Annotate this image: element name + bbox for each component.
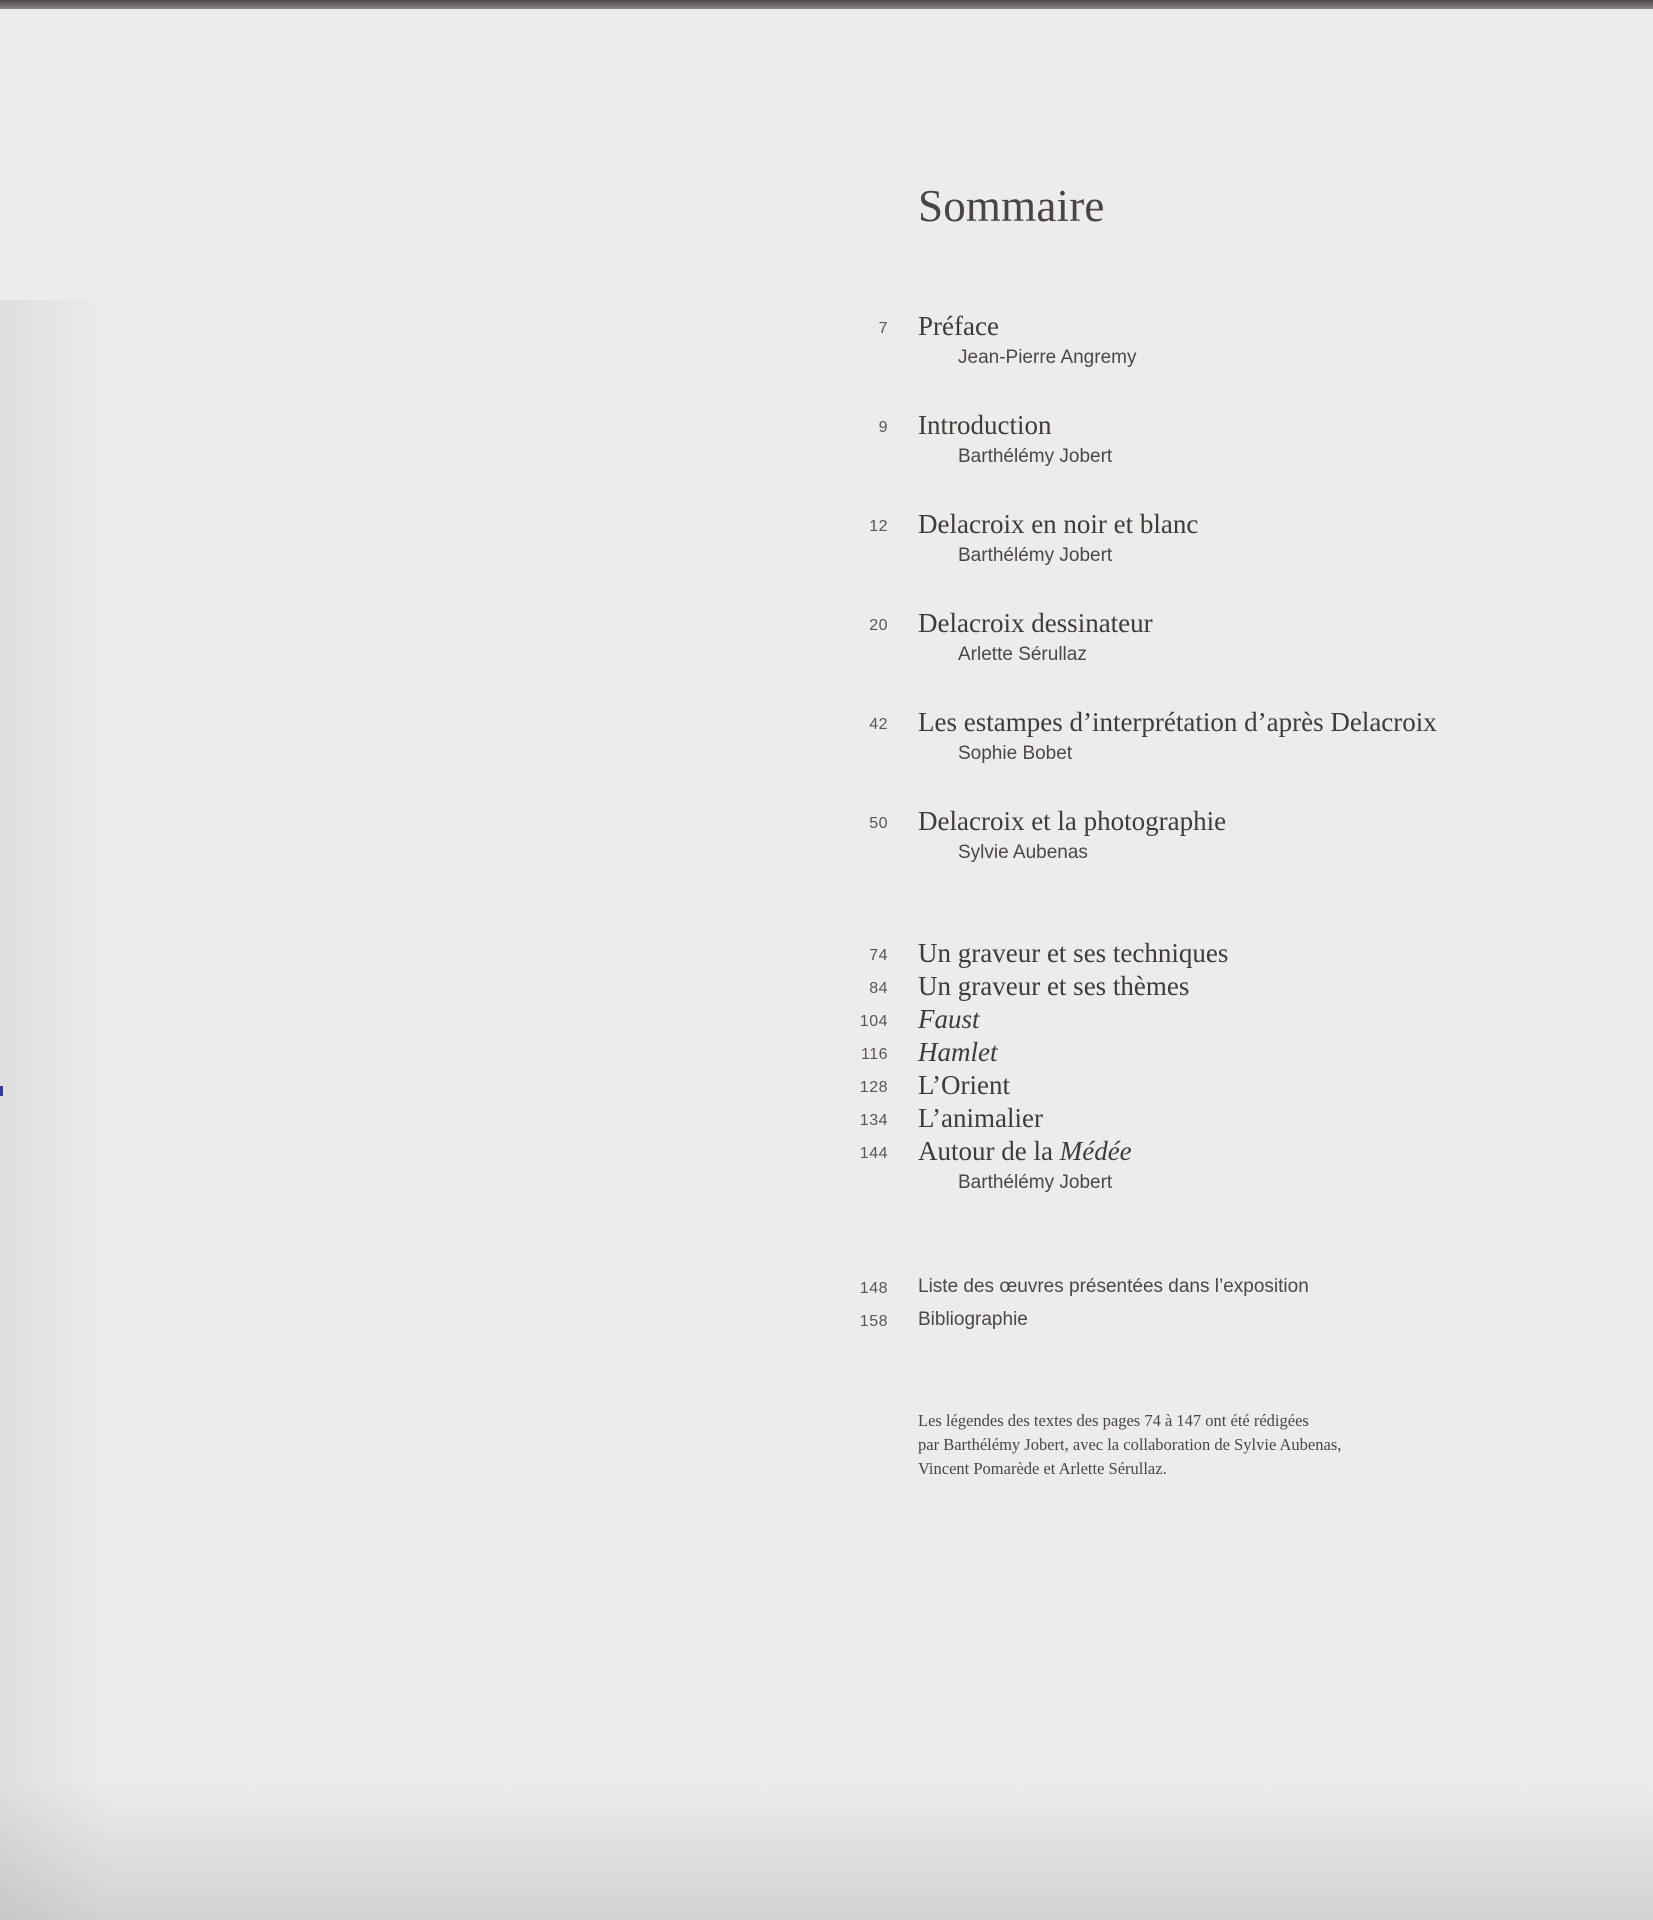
page-number: 148	[859, 1280, 888, 1297]
entry-author: Jean-Pierre Angremy	[958, 347, 1137, 368]
note-line: par Barthélémy Jobert, avec la collaboration de Sylvie Aubenas,	[918, 1435, 1342, 1454]
page-number: 9	[878, 419, 888, 436]
credits-note	[918, 1409, 1478, 1481]
entry-title: Faust	[918, 1004, 980, 1034]
page-number: 20	[869, 617, 888, 634]
page-number: 144	[859, 1145, 888, 1162]
entry-author: Barthélémy Jobert	[958, 545, 1113, 566]
entry-author: Barthélémy Jobert	[958, 1172, 1113, 1193]
entry-title: Un graveur et ses techniques	[918, 938, 1229, 968]
page-number: 116	[860, 1046, 888, 1063]
page-number: 128	[859, 1079, 888, 1096]
entry-title: L’animalier	[918, 1103, 1043, 1133]
entry-title: L’Orient	[918, 1070, 1010, 1100]
page-number: 134	[859, 1112, 888, 1129]
entry-title-prefix: Autour de la	[918, 1136, 1060, 1166]
page-number: 7	[878, 320, 888, 337]
page-number: 50	[869, 815, 888, 832]
entry-author: Sylvie Aubenas	[958, 842, 1088, 863]
toc-entry-introduction	[0, 410, 1653, 467]
entry-title: Les estampes d’interprétation d’après Delacroix	[918, 707, 1437, 737]
page-number: 158	[859, 1313, 888, 1330]
entry-title	[918, 1136, 1132, 1167]
entry-title: Delacroix en noir et blanc	[918, 509, 1199, 539]
page-title: Sommaire	[918, 181, 1105, 231]
toc-entry-noir-et-blanc	[0, 509, 1653, 566]
entry-title: Bibliographie	[918, 1309, 1028, 1330]
entry-author: Arlette Sérullaz	[958, 644, 1087, 665]
page-number: 84	[869, 980, 888, 997]
page-number: 12	[869, 518, 888, 535]
toc-entry-preface	[0, 311, 1653, 368]
page-top-edge	[0, 0, 1653, 9]
page-number: 74	[869, 947, 888, 964]
entry-title: Préface	[918, 311, 999, 341]
entry-title-italic: Médée	[1059, 1136, 1132, 1166]
note-line: Vincent Pomarède et Arlette Sérullaz.	[918, 1459, 1167, 1478]
toc-entry-bibliographie	[0, 1309, 1653, 1349]
page-bottom-shadow	[0, 1780, 1653, 1920]
note-line: Les légendes des textes des pages 74 à 147 ont été rédigées	[918, 1411, 1309, 1430]
toc-entry-photographie	[0, 806, 1653, 863]
toc-entry-medee	[0, 1136, 1653, 1193]
entry-title: Introduction	[918, 410, 1052, 440]
page-number: 42	[869, 716, 888, 733]
entry-title: Liste des œuvres présentées dans l’exposition	[918, 1276, 1309, 1297]
toc-entry-estampes	[0, 707, 1653, 764]
entry-title: Delacroix et la photographie	[918, 806, 1227, 836]
toc-entry-dessinateur	[0, 608, 1653, 665]
page-number: 104	[859, 1013, 888, 1030]
entry-title: Delacroix dessinateur	[918, 608, 1153, 638]
entry-author: Barthélémy Jobert	[958, 446, 1113, 467]
entry-author: Sophie Bobet	[958, 743, 1073, 764]
entry-title: Un graveur et ses thèmes	[918, 971, 1190, 1001]
entry-title: Hamlet	[918, 1037, 998, 1067]
